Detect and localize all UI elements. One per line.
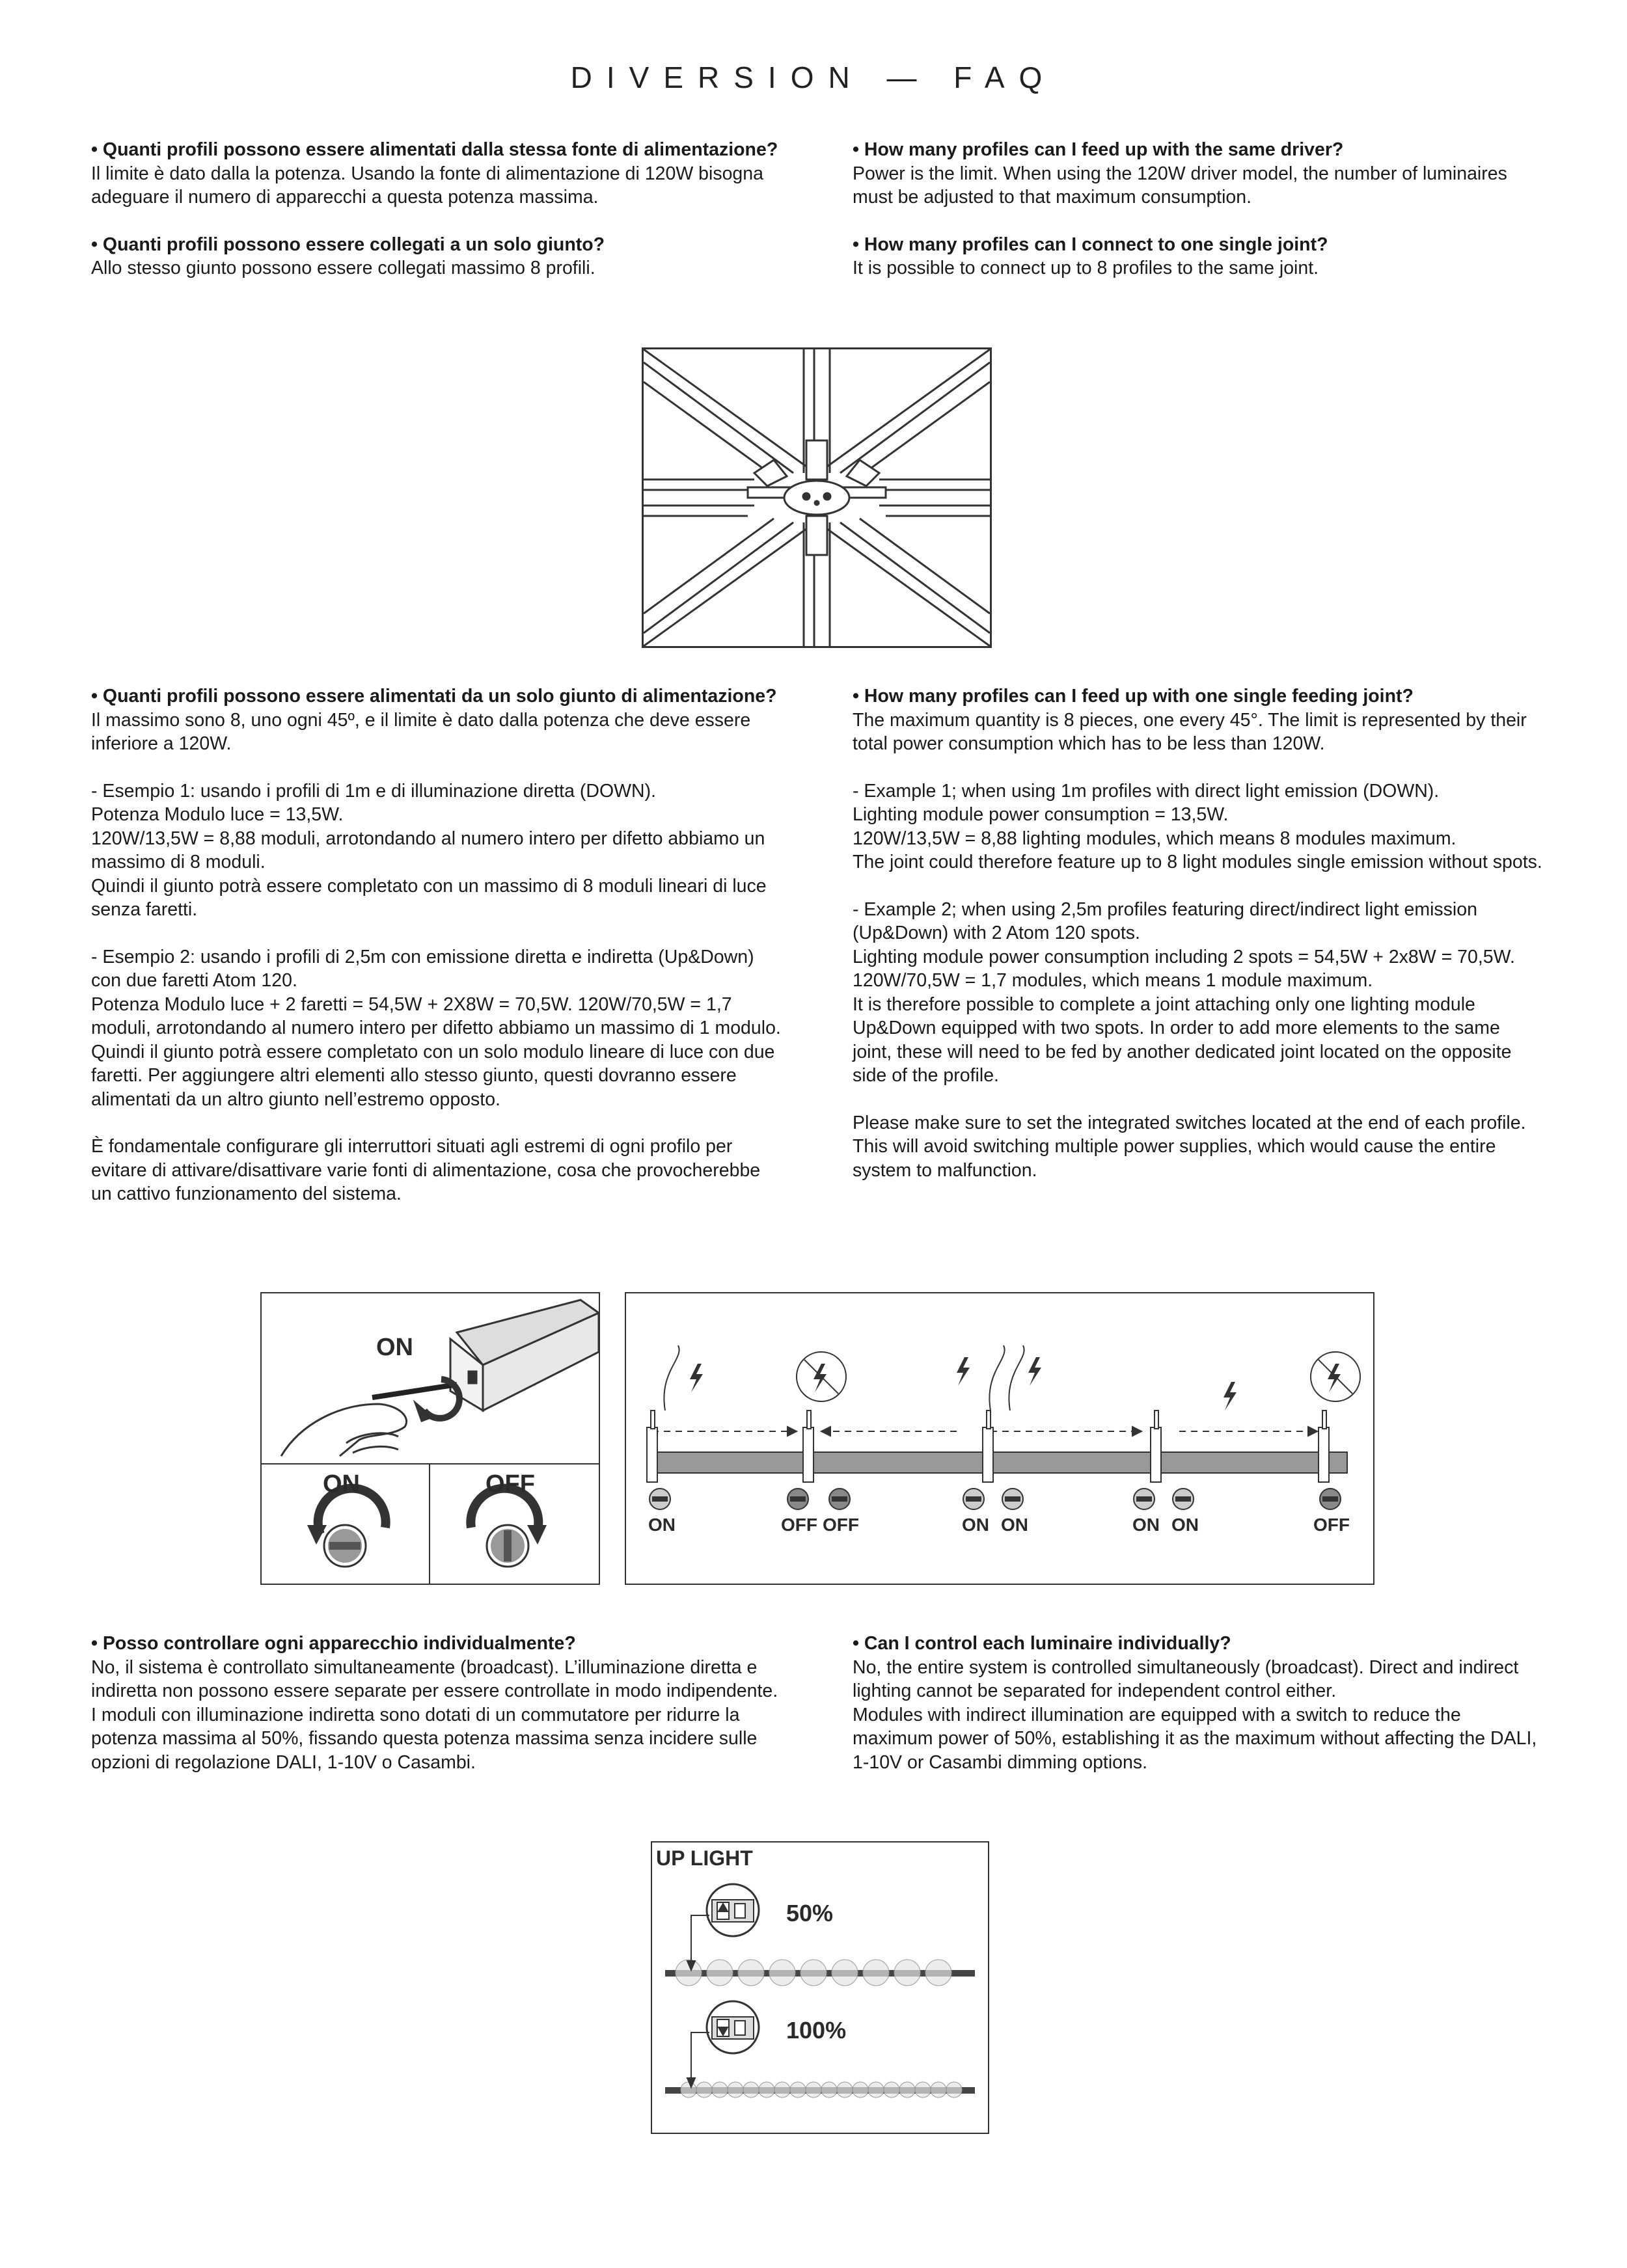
switch-slot-icon xyxy=(1175,1496,1191,1502)
led-glow xyxy=(759,2082,774,2098)
answer-paragraph: Modules with indirect illumination are equipped with a switch to reduce the maximum power of 50%, establishing it as the maximum without affecting the DALI, 1-10V or Casambi dimming options. xyxy=(853,1704,1537,1773)
faq-block-en-1 xyxy=(853,138,1542,280)
led-glow xyxy=(707,1960,733,1986)
led-glow xyxy=(931,2082,946,2098)
switch-slot-icon xyxy=(1322,1496,1338,1502)
led-glow xyxy=(743,2082,759,2098)
led-glow xyxy=(899,2082,915,2098)
led-glow xyxy=(868,2082,884,2098)
led-glow xyxy=(863,1960,889,1986)
uplight-figure xyxy=(651,1841,989,2134)
uplight-50-label: 50% xyxy=(786,1900,834,1926)
state-label-off: OFF xyxy=(1313,1515,1350,1535)
answer-paragraph: Potenza Modulo luce + 2 faretti = 54,5W + 2X8W = 70,5W. 120W/70,5W = 1,7 moduli, arrotondando al numero intero per difetto abbiamo un massimo di 1 modulo. xyxy=(91,993,781,1038)
led-glow xyxy=(915,2082,931,2098)
answer-paragraph: Quindi il giunto potrà essere completato con un solo modulo lineare di luce con due faretti. Per aggiungere altri elementi allo stesso giunto, questi dovranno essere alimentati da un altro giunto nell’estremo opposto. xyxy=(91,1041,775,1110)
answer-paragraph: I moduli con illuminazione indiretta sono dotati di un commutatore per ridurre la potenza massima al 50%, fissando questa potenza massima senza incidere sulle opzioni di regolazione DALI, 1-10V o Casambi. xyxy=(91,1704,758,1773)
answer-paragraph: Quindi il giunto potrà essere completato con un massimo di 8 moduli lineari di luce senza faretti. xyxy=(91,875,767,920)
led-glow xyxy=(769,1960,795,1986)
chain-diagram xyxy=(626,1293,1373,1584)
led-glow xyxy=(790,2082,806,2098)
switch-state-icons xyxy=(649,1489,1341,1509)
led-glow xyxy=(806,2082,821,2098)
switch-figure xyxy=(260,1292,600,1585)
led-glow xyxy=(832,1960,858,1986)
led-glow xyxy=(894,1960,920,1986)
question: • Posso controllare ogni apparecchio individualmente? xyxy=(91,1633,576,1654)
faq-block-it-2 xyxy=(91,684,784,1206)
switch-on-label: ON xyxy=(323,1470,360,1498)
screwdriver-switch-illustration xyxy=(262,1293,599,1584)
faq-block-it-3 xyxy=(91,1632,784,1774)
answer-paragraph: 120W/70,5W = 1,7 modules, which means 1 module maximum. xyxy=(853,970,1373,991)
rotary-switch-on-icon xyxy=(307,1489,386,1567)
answer-paragraph: Il massimo sono 8, uno ogni 45º, e il limite è dato dalla potenza che deve essere inferiore a 120W. xyxy=(91,709,751,754)
led-glow xyxy=(712,2082,728,2098)
question: • Quanti profili possono essere alimentati dalla stessa fonte di alimentazione? xyxy=(91,139,778,160)
led-glow xyxy=(925,1960,951,1986)
uplight-100-label: 100% xyxy=(786,2017,847,2044)
faq-block-en-2 xyxy=(853,684,1542,1182)
eight-profile-joint-illustration xyxy=(644,349,990,646)
rotary-switch-off-icon xyxy=(471,1489,547,1567)
state-label-on: ON xyxy=(648,1515,676,1535)
example-heading: - Example 2; when using 2,5m profiles featuring direct/indirect light emission (Up&Down) with 2 Atom 120 spots. xyxy=(853,898,1477,943)
switch-slot-icon xyxy=(652,1496,668,1502)
switch-on-label: ON xyxy=(376,1334,413,1361)
answer-paragraph: Please make sure to set the integrated switches located at the end of each profile. This will avoid switching multiple power supplies, which would cause the entire system to malfunction. xyxy=(853,1112,1526,1181)
state-label-on: ON xyxy=(1001,1515,1028,1535)
uplight-illustration xyxy=(652,1843,988,2133)
led-glow xyxy=(728,2082,743,2098)
answer-paragraph: No, il sistema è controllato simultaneamente (broadcast). L’illuminazione diretta e indiretta non possono essere separate per essere controllate in modo indipendente. xyxy=(91,1656,778,1701)
question: • How many profiles can I feed up with the same driver? xyxy=(853,139,1344,160)
answer: Allo stesso giunto possono essere collegati massimo 8 profili. xyxy=(91,258,595,278)
answer-paragraph: No, the entire system is controlled simultaneously (broadcast). Direct and indirect lighting cannot be separated for independent control either. xyxy=(853,1656,1519,1701)
answer-paragraph: Lighting module power consumption = 13,5W. xyxy=(853,804,1229,825)
answer-paragraph: 120W/13,5W = 8,88 moduli, arrotondando al numero intero per difetto abbiamo un massimo di 8 moduli. xyxy=(91,828,765,872)
led-glow xyxy=(821,2082,837,2098)
switch-slot-icon xyxy=(1136,1496,1152,1502)
switch-slot-icon xyxy=(832,1496,847,1502)
led-glow xyxy=(884,2082,899,2098)
example-heading: - Esempio 2: usando i profili di 2,5m con emissione diretta e indiretta (Up&Down) con due faretti Atom 120. xyxy=(91,946,754,991)
question: • Quanti profili possono essere collegati a un solo giunto? xyxy=(91,234,605,255)
answer-paragraph: 120W/13,5W = 8,88 lighting modules, which means 8 modules maximum. xyxy=(853,828,1456,849)
led-glow xyxy=(800,1960,827,1986)
state-label-off: OFF xyxy=(781,1515,817,1535)
example-heading: - Example 1; when using 1m profiles with direct light emission (DOWN). xyxy=(853,780,1440,802)
answer-paragraph: Potenza Modulo luce = 13,5W. xyxy=(91,804,344,825)
power-chain-figure xyxy=(625,1292,1374,1585)
led-glow xyxy=(681,2082,696,2098)
led-glow xyxy=(738,1960,764,1986)
joint-diagram xyxy=(642,347,992,648)
answer-paragraph: The joint could therefore feature up to 8 light modules single emission without spots. xyxy=(853,852,1542,872)
uplight-title: UP LIGHT xyxy=(656,1846,753,1870)
question: • How many profiles can I feed up with one single feeding joint? xyxy=(853,686,1414,707)
led-glow xyxy=(946,2082,962,2098)
state-label-off: OFF xyxy=(823,1515,859,1535)
led-glow xyxy=(837,2082,853,2098)
switch-off-label: OFF xyxy=(485,1470,535,1498)
question: • How many profiles can I connect to one single joint? xyxy=(853,234,1328,255)
example-heading: - Esempio 1: usando i profili di 1m e di illuminazione diretta (DOWN). xyxy=(91,780,656,802)
switch-slot-icon xyxy=(790,1496,806,1502)
answer-paragraph: The maximum quantity is 8 pieces, one every 45°. The limit is represented by their total power consumption which has to be less than 120W. xyxy=(853,709,1527,754)
switch-slot-icon xyxy=(966,1496,981,1502)
faq-block-en-3 xyxy=(853,1632,1542,1774)
led-glow xyxy=(696,2082,712,2098)
page-title: DIVERSION — FAQ xyxy=(570,61,1057,94)
state-label-on: ON xyxy=(962,1515,989,1535)
answer: Power is the limit. When using the 120W driver model, the number of luminaires must be adjusted to that maximum consumption. xyxy=(853,163,1507,208)
answer-paragraph: It is therefore possible to complete a joint attaching only one lighting module Up&Down equipped with two spots. In order to add more elements to the same joint, these will need to be fed by another dedicated joint located on the opposite side of the profile. xyxy=(853,993,1512,1086)
switch-slot-icon xyxy=(1005,1496,1020,1502)
answer: Il limite è dato dalla la potenza. Usando la fonte di alimentazione di 120W bisogna adeguare il numero di apparecchi a questa potenza massima. xyxy=(91,163,763,208)
led-glow xyxy=(853,2082,868,2098)
led-glow xyxy=(774,2082,790,2098)
answer-paragraph: È fondamentale configurare gli interruttori situati agli estremi di ogni profilo per evitare di attivare/disattivare varie fonti di alimentazione, cosa che provocherebbe un cattivo funzionamento del sistema. xyxy=(91,1136,761,1204)
question: • Can I control each luminaire individually? xyxy=(853,1633,1231,1654)
question: • Quanti profili possono essere alimentati da un solo giunto di alimentazione? xyxy=(91,686,777,707)
state-label-on: ON xyxy=(1132,1515,1160,1535)
answer-paragraph: Lighting module power consumption including 2 spots = 54,5W + 2x8W = 70,5W. xyxy=(853,946,1515,967)
state-label-on: ON xyxy=(1171,1515,1199,1535)
answer: It is possible to connect up to 8 profiles to the same joint. xyxy=(853,258,1319,278)
faq-block-it-1 xyxy=(91,138,784,280)
